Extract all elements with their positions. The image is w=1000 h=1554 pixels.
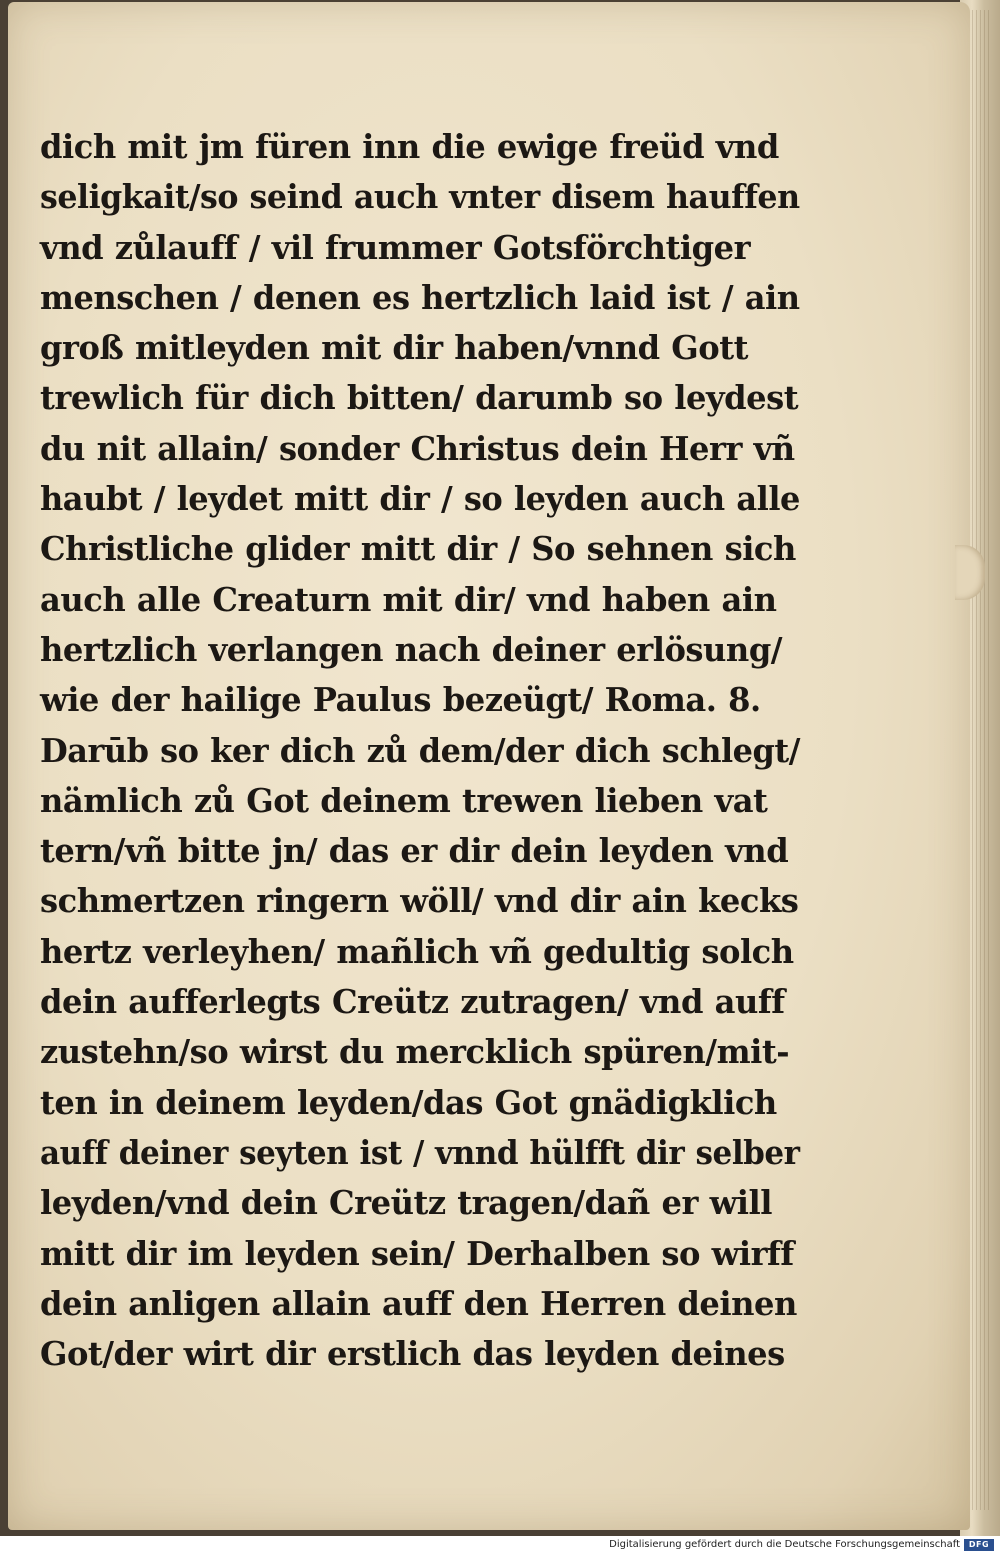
page-text-block [40, 122, 820, 1379]
dfg-logo: DFG [964, 1539, 994, 1551]
text-line: wie der hailige Paulus bezeügt/ Roma. 8. [40, 680, 761, 720]
book-edge-lines [968, 10, 990, 1510]
text-line: Darūb so ker dich zů dem/der dich schlegt/ [40, 730, 800, 770]
text-line: Christliche glider mitt dir / So sehnen sich [40, 529, 796, 569]
text-line: auff deiner seyten ist / vnnd hülfft dir selber [40, 1132, 800, 1172]
text-line: vnd zůlauff / vil frummer Gotsförchtiger [40, 227, 751, 267]
text-line: hertzlich verlangen nach deiner erlösung/ [40, 629, 783, 669]
text-line: seligkait/so seind auch vnter disem hauffen [40, 177, 800, 217]
text-line: haubt / leydet mitt dir / so leyden auch alle [40, 479, 800, 519]
dfg-credit-text: Digitalisierung gefördert durch die Deutsche Forschungsgemeinschaft [609, 1539, 960, 1550]
text-line: dein aufferlegts Creütz zutragen/ vnd auff [40, 982, 785, 1022]
text-line: leyden/vnd dein Creütz tragen/dañ er will [40, 1183, 772, 1223]
text-line: groß mitleyden mit dir haben/vnnd Gott [40, 328, 748, 368]
text-line: nämlich zů Got deinem trewen lieben vat [40, 780, 768, 820]
text-line: ten in deinem leyden/das Got gnädigklich [40, 1082, 777, 1122]
text-line: menschen / denen es hertzlich laid ist / ain [40, 277, 800, 317]
text-line: auch alle Creaturn mit dir/ vnd haben ain [40, 579, 777, 619]
text-line: schmertzen ringern wöll/ vnd dir ain kecks [40, 881, 799, 921]
text-line: trewlich für dich bitten/ darumb so leydest [40, 378, 799, 418]
text-line: tern/vñ bitte jn/ das er dir dein leyden vnd [40, 831, 789, 871]
text-line: mitt dir im leyden sein/ Derhalben so wirff [40, 1233, 794, 1273]
text-line: dich mit jm füren inn die ewige freüd vnd [40, 127, 779, 166]
text-line: du nit allain/ sonder Christus dein Herr vñ [40, 428, 795, 468]
text-line: Got/der wirt dir erstlich das leyden deines [40, 1334, 785, 1374]
text-line: dein anligen allain auff den Herren deinen [40, 1283, 797, 1323]
text-line: zustehn/so wirst du mercklich spüren/mit- [40, 1032, 790, 1072]
text-line: hertz verleyhen/ mañlich vñ gedultig solch [40, 931, 794, 971]
